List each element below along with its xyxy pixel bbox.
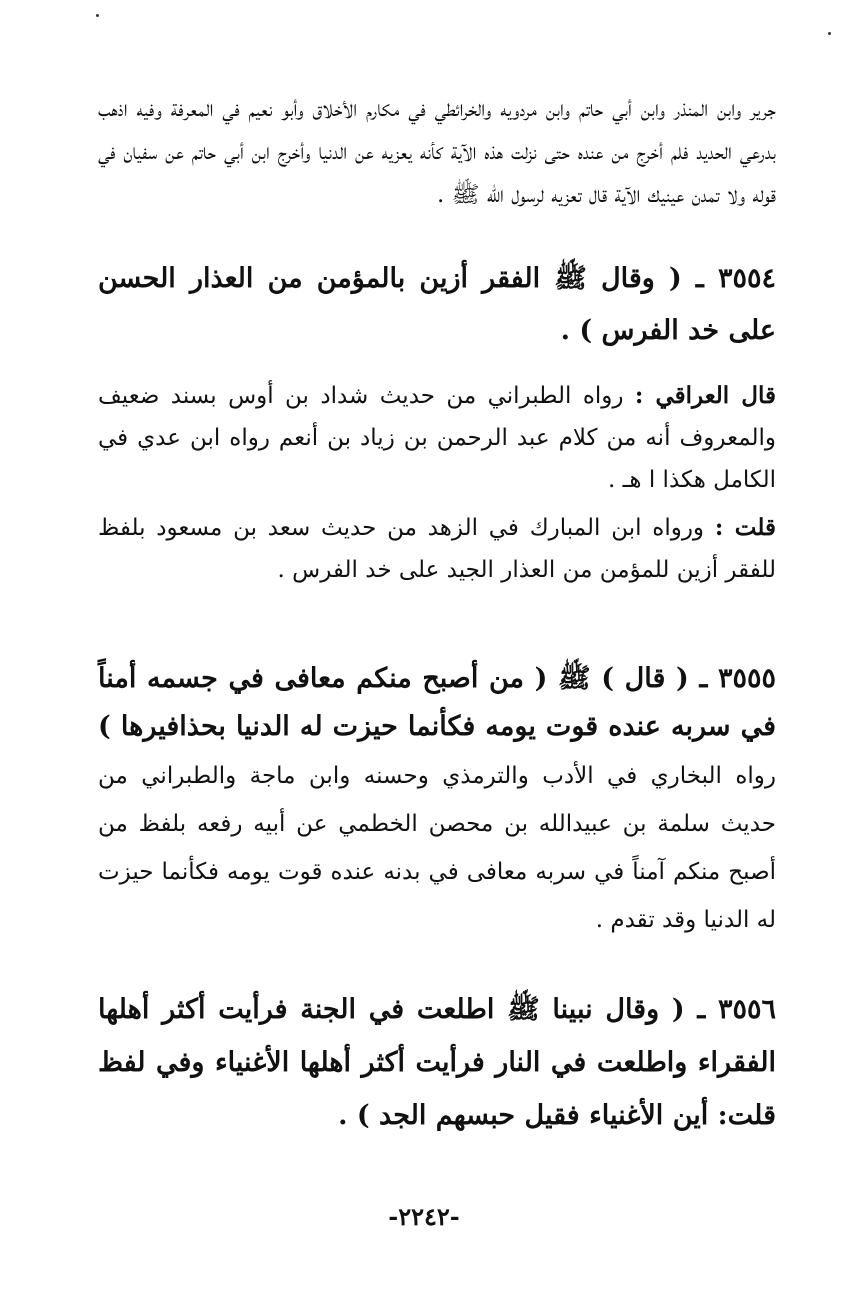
note-text-qultu: ورواه ابن المبارك في الزهد من حديث سعد بن مسعود بلفظ للفقر أزين للمؤمن من العذار الجيد على خد الفرس . — [98, 515, 776, 583]
entry-3554-note-iraqi — [98, 375, 776, 501]
note-text-iraqi: رواه الطبراني من حديث شداد بن أوس بسند ضعيف والمعروف أنه من كلام عبد الرحمن بن زياد بن أنعم رواه ابن عدي في الكامل هكذا ا هـ . — [98, 383, 776, 493]
page-number: -٢٢٤٢- — [388, 1202, 460, 1231]
entry-3555 — [98, 655, 776, 943]
note-label-qultu: قلت : — [714, 514, 776, 541]
entry-3554-heading: ٣٥٥٤ ـ ( وقال ﷺ الفقر أزين بالمؤمن من العذار الحسن على خد الفرس ) . — [98, 263, 776, 346]
entry-3555-tail: رواه البخاري في الأدب والترمذي وحسنه وابن ماجة والطبراني من حديث سلمة بن عبيدالله بن محصن الخطمي عن أبيه رفعه بلفظ من أصبح منكم آمناً في سربه معافى في بدنه عنده قوت يومه فكأنما حيزت له الدنيا وقد تقدم . — [98, 763, 776, 933]
scan-speck — [828, 32, 831, 35]
entry-3556-heading: ٣٥٥٦ ـ ( وقال نبينا ﷺ اطلعت في الجنة فرأيت أكثر أهلها الفقراء واطلعت في النار فرأيت أكثر أهلها الأغنياء وفي لفظ قلت: أين الأغنياء فقيل حبسهم الجد ) . — [98, 994, 776, 1131]
note-label-iraqi: قال العراقي : — [634, 382, 776, 409]
scan-speck — [96, 14, 99, 17]
entry-3554-note-qultu — [98, 507, 776, 591]
intro-paragraph: جرير وابن المنذر وابن أبي حاتم وابن مردويه والخرائطي في مكارم الأخلاق وأبو نعيم في المعرفة وفيه اذهب بدرعي الحديد فلم أخرج من عنده حتى نزلت هذه الآية كأنه يعزيه عن الدنيا وأخرج ابن أبي حاتم عن سفيان في قوله ولا تمدن عينيك الآية قال تعزيه لرسول الله ﷺ . — [98, 96, 776, 208]
entry-3555-heading: ٣٥٥٥ ـ ( قال ) ﷺ ( من أصبح منكم معافى في جسمه أمناً في سربه عنده قوت يومه فكأنما حيزت له الدنيا بحذافيرها ) — [98, 663, 776, 742]
